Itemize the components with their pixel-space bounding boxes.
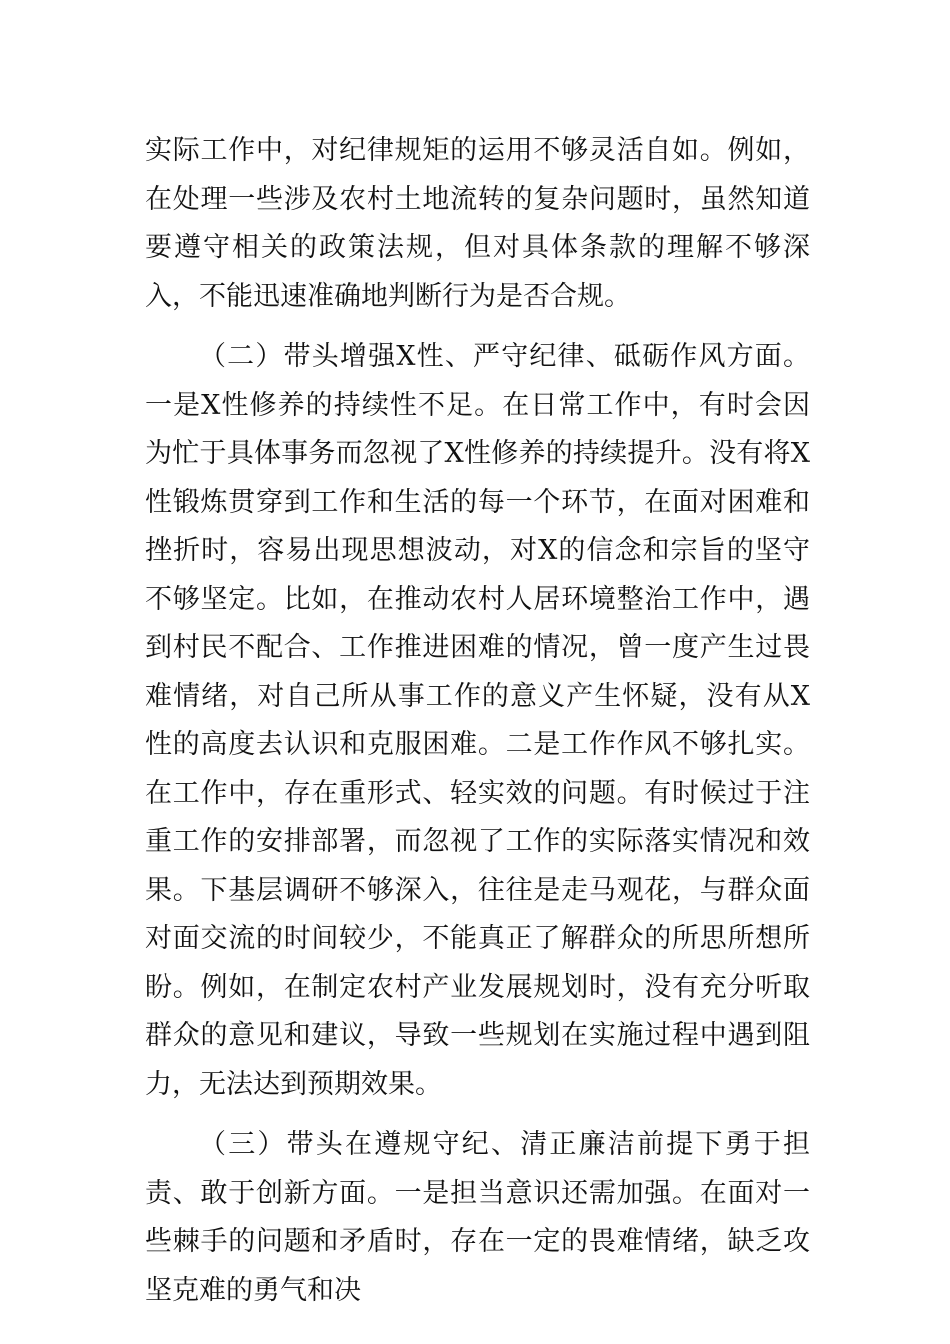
paragraph-continuation: 实际工作中，对纪律规矩的运用不够灵活自如。例如，在处理一些涉及农村土地流转的复杂问题时，虽然知道要遵守相关的政策法规，但对具体条款的理解不够深入，不能迅速准确地判断行为是否合规。 (145, 135, 810, 312)
document-body (145, 127, 810, 1327)
paragraph-section-three: （三）带头在遵规守纪、清正廉洁前提下勇于担责、敢于创新方面。一是担当意识还需加强。在面对一些棘手的问题和矛盾时，存在一定的畏难情绪，缺乏攻坚克难的勇气和决 (145, 1129, 810, 1306)
paragraph-section-two: （二）带头增强X性、严守纪律、砥砺作风方面。一是X性修养的持续性不足。在日常工作中，有时会因为忙于具体事务而忽视了X性修养的持续提升。没有将X性锻炼贯穿到工作和生活的每一个环节，在面对困难和挫折时，容易出现思想波动，对X的信念和宗旨的坚守不够坚定。比如，在推动农村人居环境整治工作中，遇到村民不配合、工作推进困难的情况，曾一度产生过畏难情绪，对自己所从事工作的意义产生怀疑，没有从X性的高度去认识和克服困难。二是工作作风不够扎实。在工作中，存在重形式、轻实效的问题。有时候过于注重工作的安排部署，而忽视了工作的实际落实情况和效果。下基层调研不够深入，往往是走马观花，与群众面对面交流的时间较少，不能真正了解群众的所思所想所盼。例如，在制定农村产业发展规划时，没有充分听取群众的意见和建议，导致一些规划在实施过程中遇到阻力，无法达到预期效果。 (145, 341, 810, 1100)
